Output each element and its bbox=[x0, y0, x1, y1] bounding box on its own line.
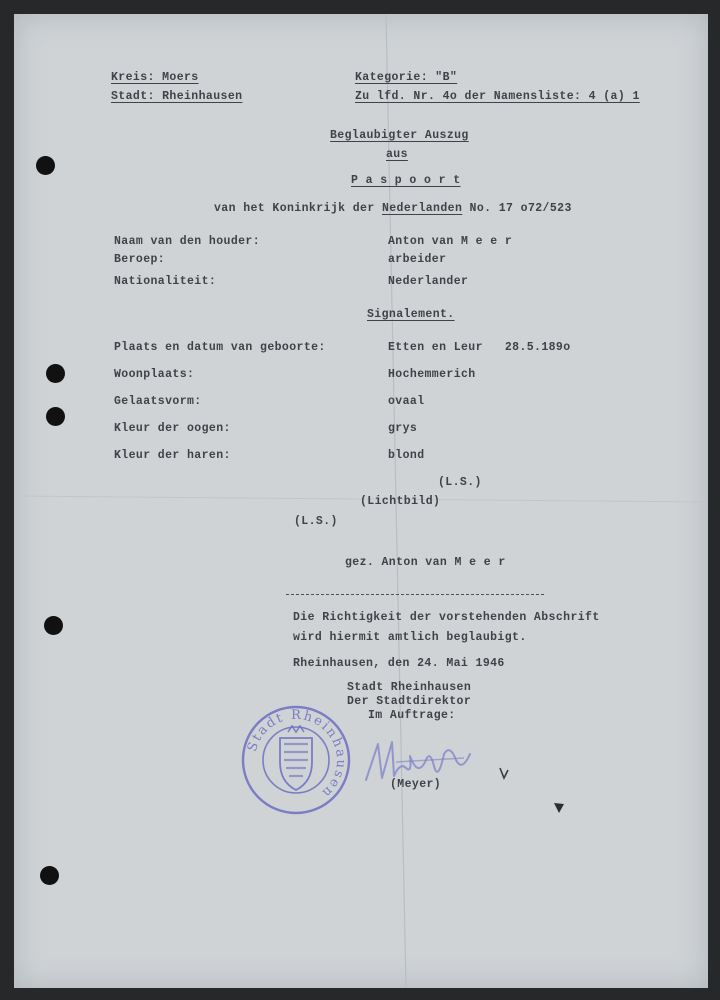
issuer-country: Nederlanden bbox=[381, 202, 463, 215]
punch-hole bbox=[40, 866, 59, 885]
photo-note: (Lichtbild) bbox=[360, 495, 441, 508]
separator-line bbox=[286, 594, 544, 595]
hair-color-value: blond bbox=[388, 449, 425, 462]
passport-issuer-line bbox=[214, 202, 572, 215]
city-seal-stamp bbox=[240, 704, 352, 816]
authority-on-behalf: Im Auftrage: bbox=[368, 709, 456, 722]
document-page bbox=[14, 14, 708, 988]
place-date: Rheinhausen, den 24. Mai 1946 bbox=[293, 657, 505, 670]
hair-color-label: Kleur der haren: bbox=[114, 449, 231, 462]
namensliste-reference: Zu lfd. Nr. 4o der Namensliste: 4 (a) 1 bbox=[355, 90, 640, 103]
pencil-tick-mark bbox=[498, 766, 510, 780]
seal-right-note: (L.S.) bbox=[438, 476, 482, 489]
title-aus: aus bbox=[386, 148, 408, 161]
issuer-prefix: van het Koninkrijk der bbox=[214, 202, 382, 215]
punch-hole bbox=[46, 364, 65, 383]
face-shape-label: Gelaatsvorm: bbox=[114, 395, 202, 408]
face-shape-value: ovaal bbox=[388, 395, 425, 408]
title-paspoort: P a s p o o r t bbox=[351, 174, 461, 187]
authority-city: Stadt Rheinhausen bbox=[347, 681, 472, 694]
svg-text:Stadt Rheinhausen: Stadt Rheinhausen bbox=[244, 707, 349, 802]
punch-hole bbox=[46, 407, 65, 426]
certification-line-1: Die Richtigkeit der vorstehenden Abschrift bbox=[293, 611, 600, 624]
residence-label: Woonplaats: bbox=[114, 368, 195, 381]
certification-line-2: wird hiermit amtlich beglaubigt. bbox=[293, 631, 527, 644]
signalement-heading: Signalement. bbox=[367, 308, 455, 321]
nationality-value: Nederlander bbox=[388, 275, 469, 288]
handwritten-signature bbox=[360, 732, 478, 794]
punch-hole bbox=[36, 156, 55, 175]
kategorie-label: Kategorie: "B" bbox=[355, 71, 458, 84]
holder-signature-line: gez. Anton van M e e r bbox=[345, 556, 506, 569]
residence-value: Hochemmerich bbox=[388, 368, 476, 381]
nationality-label: Nationaliteit: bbox=[114, 275, 217, 288]
beroep-value: arbeider bbox=[388, 253, 447, 266]
passport-number: No. 17 o72/523 bbox=[462, 202, 572, 215]
eye-color-value: grys bbox=[388, 422, 418, 435]
beroep-label: Beroep: bbox=[114, 253, 166, 266]
ink-spot-mark bbox=[553, 801, 565, 815]
eye-color-label: Kleur der oogen: bbox=[114, 422, 231, 435]
birth-value: Etten en Leur 28.5.189o bbox=[388, 341, 571, 354]
document-title: Beglaubigter Auszug bbox=[330, 129, 469, 142]
holder-name-label: Naam van den houder: bbox=[114, 235, 261, 248]
holder-name-value: Anton van M e e r bbox=[388, 235, 513, 248]
seal-left-note: (L.S.) bbox=[294, 515, 338, 528]
birth-label: Plaats en datum van geboorte: bbox=[114, 341, 326, 354]
kreis-label: Kreis: Moers bbox=[111, 71, 199, 84]
stadt-label: Stadt: Rheinhausen bbox=[111, 90, 243, 103]
punch-hole bbox=[44, 616, 63, 635]
authority-title: Der Stadtdirektor bbox=[347, 695, 472, 708]
signatory-name: (Meyer) bbox=[390, 778, 442, 791]
